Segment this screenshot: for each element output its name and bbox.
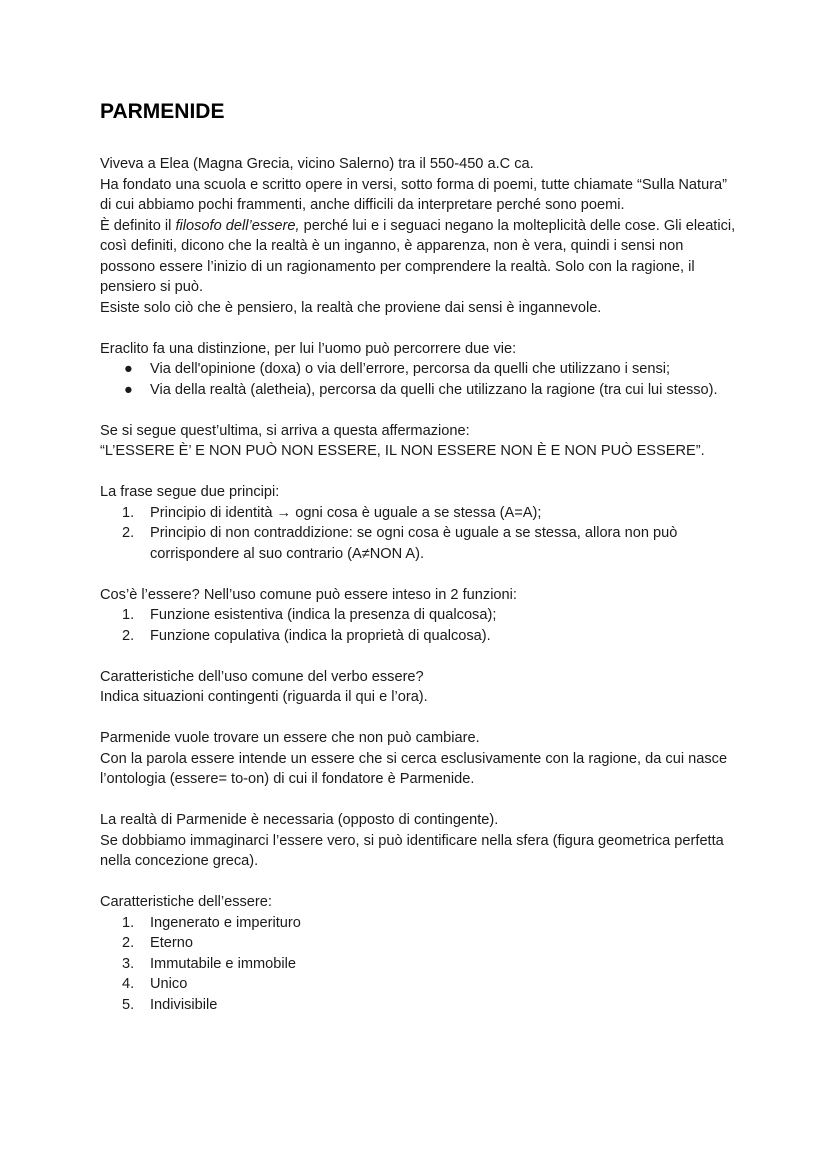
ontologia-line-1: Parmenide vuole trovare un essere che non può cambiare. — [100, 730, 480, 746]
principi-list — [100, 503, 740, 565]
sfera-section — [100, 810, 740, 872]
principi-section — [100, 482, 740, 564]
list-item-text: Funzione esistentiva (indica la presenza di qualcosa); — [150, 607, 497, 623]
principi-lead: La frase segue due principi: — [100, 484, 280, 500]
intro-line-2: Ha fondato una scuola e scritto opere in versi, sotto forma di poemi, tutte chiamate “Sulla Natura” di cui abbiamo pochi frammenti, anche difficili da interpretare perché sono poemi. — [100, 176, 728, 213]
list-item-text: Principio di non contraddizione: se ogni cosa è uguale a se stessa, allora non può corrispondere al suo contrario (A≠NON A). — [150, 525, 678, 562]
list-item — [100, 380, 740, 401]
document-page — [100, 98, 740, 1036]
list-item — [100, 954, 740, 975]
list-number: 1. — [122, 607, 135, 623]
intro-line-3-end: perché lui e i seguaci negano la molteplicità delle cose. Gli eleatici, così definiti, dicono che la realtà è un inganno, è apparenza, non è vera, quindi i sensi non possono essere l’inizio di un ragionamento per comprendere la realtà. Solo con la ragione, il pensiero si può. — [100, 217, 736, 295]
list-item-text: Eterno — [150, 935, 193, 951]
list-number: 2. — [122, 525, 135, 541]
list-number: 1. — [122, 914, 135, 931]
eraclito-lead: Eraclito fa una distinzione, per lui l’uomo può percorrere due vie: — [100, 340, 517, 357]
uso-comune-line-1: Caratteristiche dell’uso comune del verbo essere? — [100, 668, 424, 685]
intro-line-3 — [100, 216, 740, 298]
funzioni-lead: Cos’è l’essere? Nell’uso comune può essere inteso in 2 funzioni: — [100, 586, 517, 603]
page-title: PARMENIDE — [100, 100, 225, 123]
list-item-text: Via dell'opinione (doxa) o via dell’errore, percorsa da quelli che utilizzano i sensi; — [150, 361, 671, 377]
affermazione-section — [100, 421, 740, 462]
intro-line-4: Esiste solo ciò che è pensiero, la realtà che proviene dai sensi è ingannevole. — [100, 299, 602, 316]
list-number: 1. — [122, 504, 135, 521]
affermazione-lead: Se si segue quest’ultima, si arriva a questa affermazione: — [100, 422, 470, 439]
list-number: 2. — [122, 935, 135, 951]
sfera-line-1: La realtà di Parmenide è necessaria (opposto di contingente). — [100, 812, 499, 828]
intro-section — [100, 154, 740, 318]
bullet-icon: ● — [124, 361, 133, 377]
list-number: 2. — [122, 627, 135, 644]
ontologia-line-2: Con la parola essere intende un essere che si cerca esclusivamente con la ragione, da cui nasce l’ontologia (essere= to-on) di cui il fondatore è Parmenide. — [100, 750, 728, 787]
list-item — [100, 913, 740, 934]
ontologia-section — [100, 728, 740, 790]
caratteristiche-lead: Caratteristiche dell’essere: — [100, 894, 272, 910]
intro-italic-phrase: filosofo dell’essere, — [175, 217, 300, 234]
caratteristiche-section — [100, 892, 740, 1015]
list-item-text: Unico — [150, 976, 188, 992]
list-item — [100, 974, 740, 995]
bullet-icon: ● — [124, 381, 133, 398]
list-item-text: Principio di identità → ogni cosa è uguale a se stessa (A=A); — [150, 504, 542, 521]
affermazione-quote: “L’ESSERE È’ E NON PUÒ NON ESSERE, IL NON ESSERE NON È E NON PUÒ ESSERE”. — [100, 443, 705, 459]
caratteristiche-list — [100, 913, 740, 1016]
list-number: 5. — [122, 996, 135, 1013]
eraclito-section — [100, 339, 740, 401]
list-item-text: Immutabile e immobile — [150, 955, 296, 972]
eraclito-list — [100, 359, 740, 400]
list-item-text: Ingenerato e imperituro — [150, 914, 301, 931]
list-number: 3. — [122, 955, 135, 972]
uso-comune-line-2: Indica situazioni contingenti (riguarda il qui e l’ora). — [100, 689, 428, 705]
list-item — [100, 995, 740, 1016]
funzioni-list — [100, 605, 740, 646]
list-item — [100, 933, 740, 954]
list-item — [100, 626, 740, 647]
sfera-line-2: Se dobbiamo immaginarci l’essere vero, si può identificare nella sfera (figura geometrica perfetta nella concezione greca). — [100, 832, 724, 869]
intro-line-3-start: È definito il — [100, 217, 176, 234]
list-item-text: Funzione copulativa (indica la proprietà di qualcosa). — [150, 627, 491, 644]
intro-line-1: Viveva a Elea (Magna Grecia, vicino Salerno) tra il 550-450 a.C ca. — [100, 156, 534, 172]
list-item-text: Indivisibile — [150, 996, 218, 1013]
list-item — [100, 523, 740, 564]
list-item-text: Via della realtà (aletheia), percorsa da quelli che utilizzano la ragione (tra cui lui stesso). — [150, 381, 718, 398]
list-number: 4. — [122, 976, 135, 992]
uso-comune-section — [100, 667, 740, 708]
list-item — [100, 359, 740, 380]
list-item — [100, 605, 740, 626]
list-item — [100, 503, 740, 524]
funzioni-section — [100, 585, 740, 647]
